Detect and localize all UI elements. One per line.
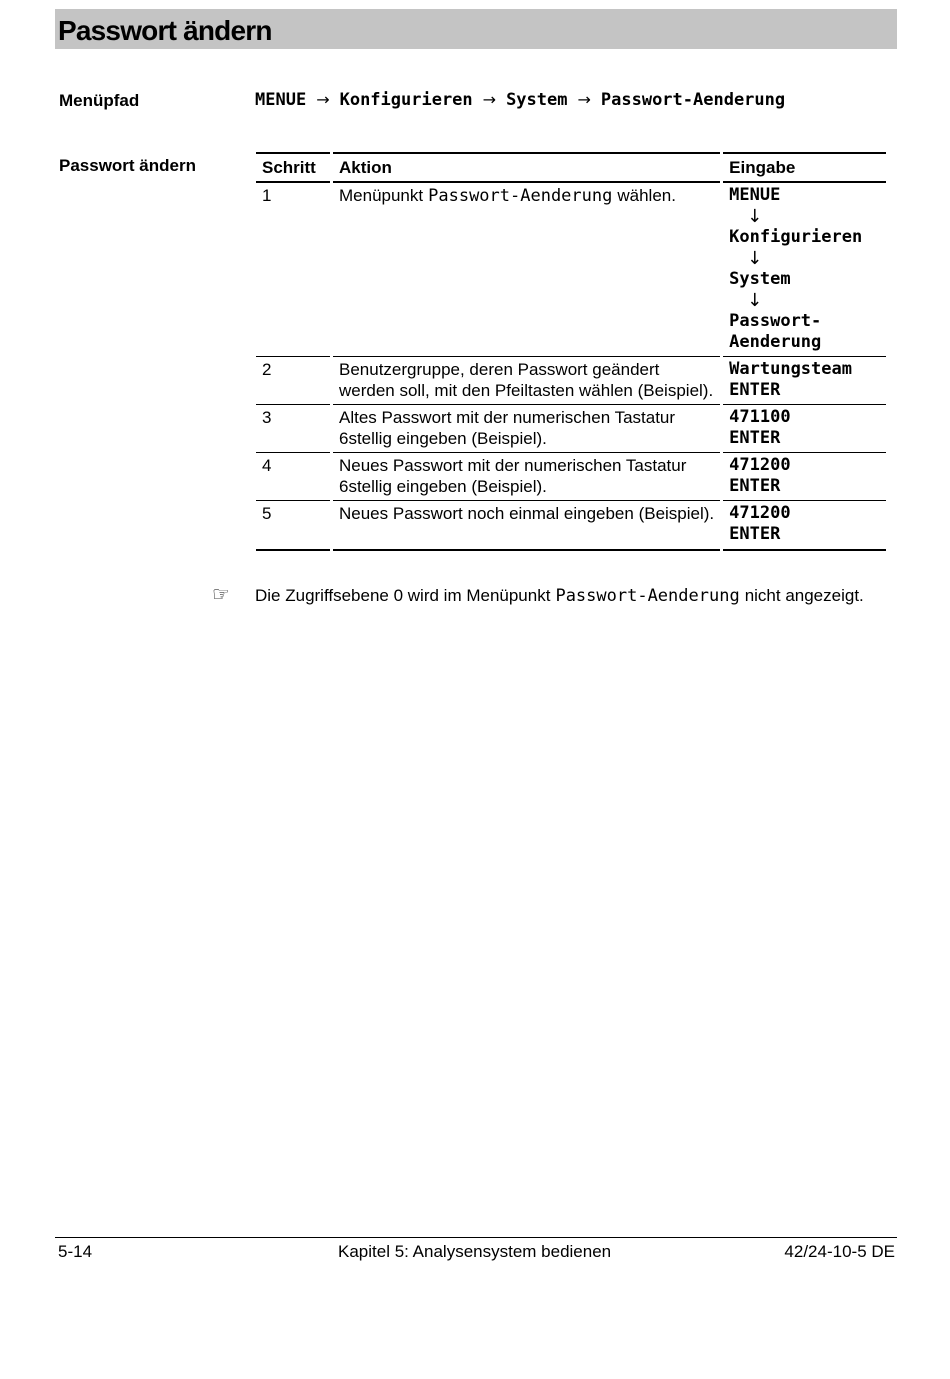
action-line: Benutzergruppe, deren Passwort geändert [339, 360, 660, 379]
entry-line: ENTER [729, 524, 781, 544]
arrow-right-icon: → [482, 90, 497, 109]
action-code: Passwort-Aenderung [428, 186, 613, 206]
menupath-item: MENUE [255, 90, 307, 110]
table-row [256, 405, 886, 453]
footer-divider [55, 1237, 897, 1238]
table-row [256, 357, 886, 405]
section-label: Passwort ändern [59, 156, 196, 175]
action-cell [333, 453, 720, 501]
entry-line: ENTER [729, 428, 781, 448]
entry-line: ENTER [729, 380, 781, 400]
action-line: Altes Passwort mit der numerischen Tastatur [339, 408, 676, 427]
table-row [256, 453, 886, 501]
entry-line: 471200 [729, 503, 791, 523]
step-number: 1 [256, 183, 330, 357]
note-text: nicht angezeigt. [744, 586, 864, 605]
footer-page-number: 5-14 [58, 1242, 93, 1261]
note-code: Passwort-Aenderung [555, 586, 740, 606]
table-row [256, 501, 886, 551]
footer-doc-id: 42/24-10-5 DE [784, 1242, 895, 1261]
action-line: 6stellig eingeben (Beispiel). [339, 429, 547, 448]
action-text: Menüpunkt [339, 186, 424, 205]
entry-cell [723, 183, 886, 357]
action-text: wählen. [617, 186, 676, 205]
action-cell [333, 405, 720, 453]
entry-line: Konfigurieren [729, 227, 863, 247]
header-action: Aktion [333, 152, 720, 183]
page-title: Passwort ändern [58, 15, 272, 46]
action-cell [333, 183, 720, 357]
arrow-right-icon: → [577, 90, 591, 109]
note [212, 582, 864, 606]
entry-cell [723, 501, 886, 551]
header-step: Schritt [256, 152, 330, 183]
step-number: 2 [256, 357, 330, 405]
entry-line: Aenderung [729, 332, 822, 352]
entry-line: Wartungsteam [729, 359, 852, 379]
arrow-right-icon: → [316, 90, 330, 109]
step-number: 4 [256, 453, 330, 501]
table-row [256, 183, 886, 357]
entry-line: 471100 [729, 407, 791, 427]
table-header-row [256, 152, 886, 183]
entry-cell [723, 357, 886, 405]
entry-cell [723, 453, 886, 501]
menupath-item: Passwort-Aenderung [600, 90, 786, 110]
arrow-down-icon: ↓ [747, 248, 763, 269]
step-number: 5 [256, 501, 330, 551]
entry-line: Passwort- [729, 311, 822, 331]
entry-line: 471200 [729, 455, 791, 475]
step-number: 3 [256, 405, 330, 453]
title-bar [55, 9, 897, 49]
entry-line: ENTER [729, 476, 781, 496]
header-entry: Eingabe [723, 152, 886, 183]
footer-chapter: Kapitel 5: Analysensystem bedienen [338, 1242, 612, 1261]
menupath-item: System [506, 90, 568, 110]
action-cell [333, 501, 720, 551]
menupath-label: Menüpfad [59, 91, 140, 110]
arrow-down-icon: ↓ [747, 290, 763, 311]
menupath [255, 90, 785, 110]
action-line: Neues Passwort mit der numerischen Tastatur [339, 456, 687, 475]
entry-line: MENUE [729, 185, 781, 205]
arrow-down-icon: ↓ [747, 206, 763, 227]
action-cell [333, 357, 720, 405]
action-line: Neues Passwort noch einmal eingeben (Beispiel). [339, 504, 715, 523]
pointing-hand-icon: ☞ [212, 582, 230, 606]
action-line: werden soll, mit den Pfeiltasten wählen (Beispiel). [339, 381, 714, 400]
entry-cell [723, 405, 886, 453]
action-line: 6stellig eingeben (Beispiel). [339, 477, 547, 496]
steps-table [253, 152, 889, 551]
entry-line: System [729, 269, 791, 289]
note-text: Die Zugriffsebene 0 wird im Menüpunkt [255, 586, 551, 605]
menupath-item: Konfigurieren [339, 90, 473, 110]
